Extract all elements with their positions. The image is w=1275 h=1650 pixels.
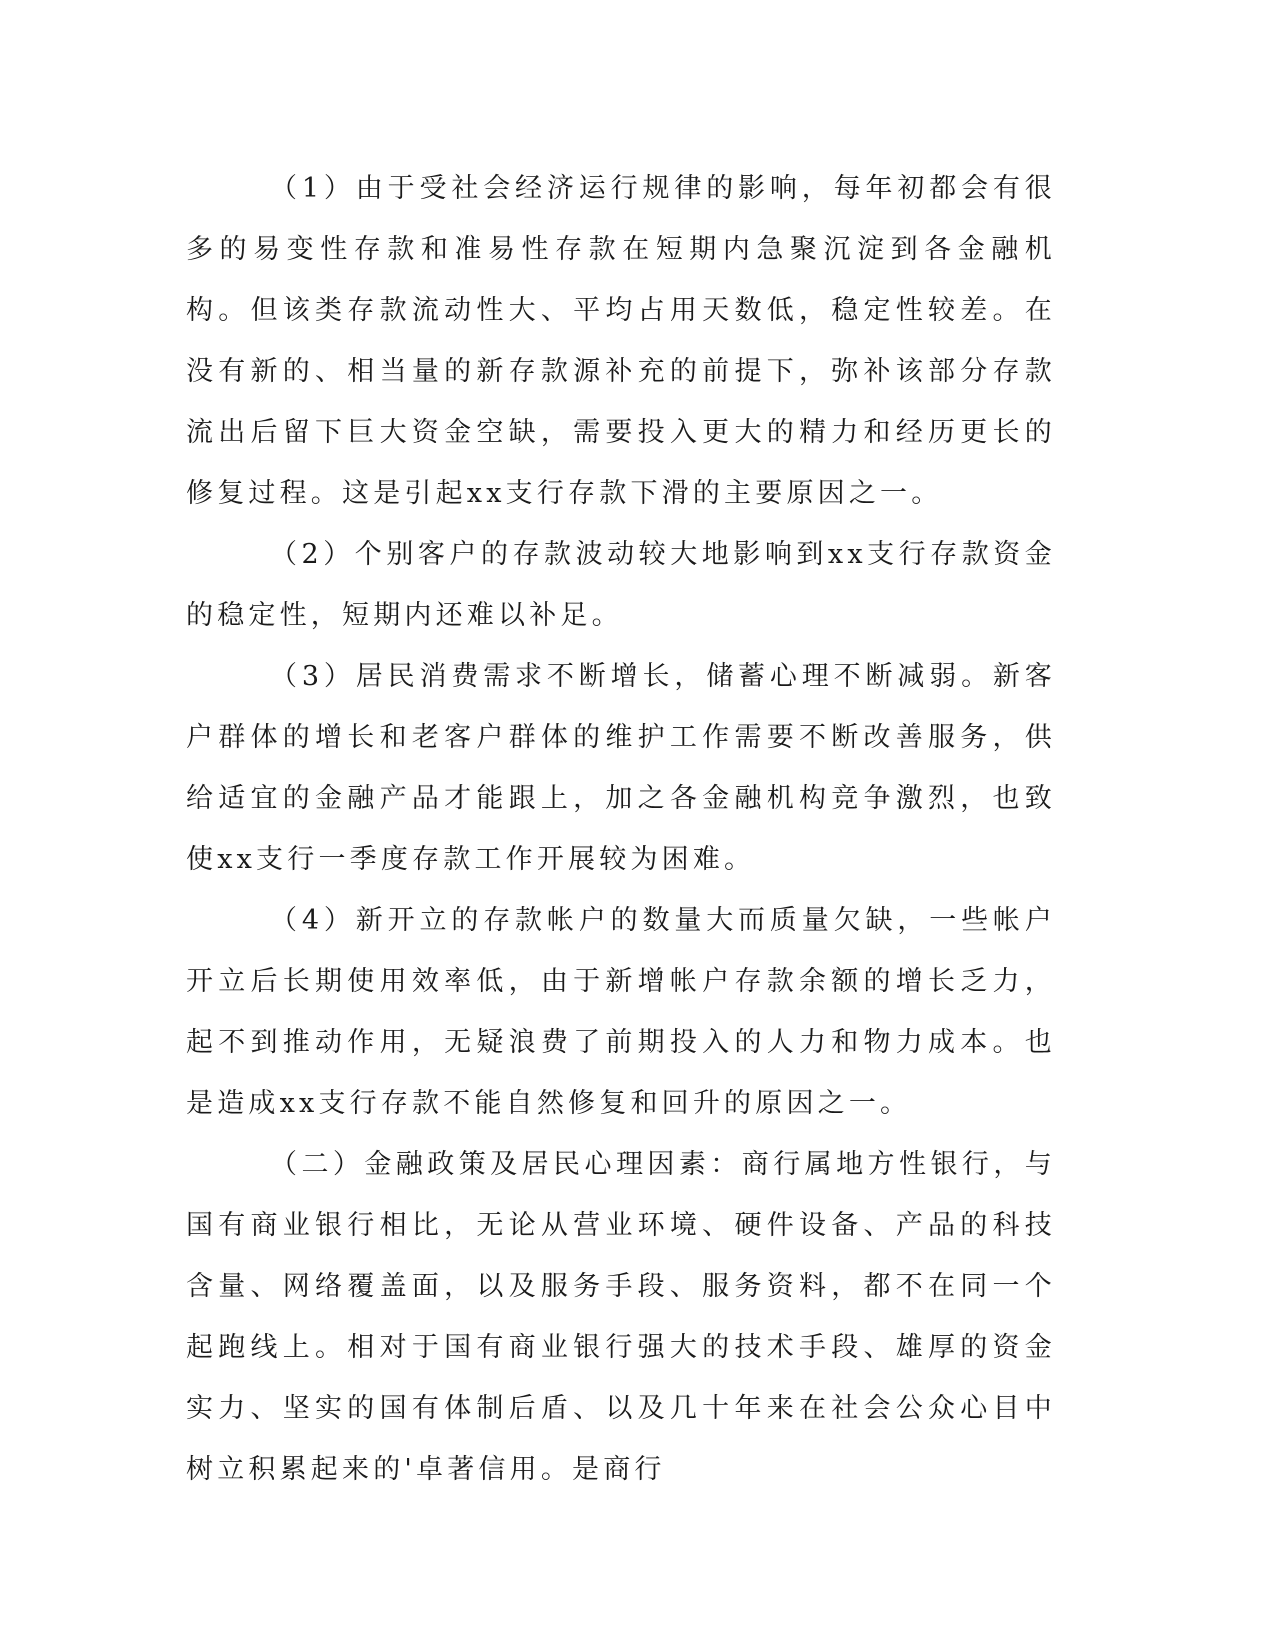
paragraph-4: （4）新开立的存款帐户的数量大而质量欠缺，一些帐户开立后长期使用效率低，由于新增帐户存款余额的增长乏力，起不到推动作用，无疑浪费了前期投入的人力和物力成本。也是造成xx支行存款不能自然修复和回升的原因之一。 — [186, 905, 1056, 1119]
paragraph-1: （1）由于受社会经济运行规律的影响，每年初都会有很多的易变性存款和准易性存款在短期内急聚沉淀到各金融机构。但该类存款流动性大、平均占用天数低，稳定性较差。在没有新的、相当量的新存款源补充的前提下，弥补该部分存款流出后留下巨大资金空缺，需要投入更大的精力和经历更长的修复过程。这是引起xx支行存款下滑的主要原因之一。 — [186, 173, 1056, 509]
document-body — [186, 158, 1056, 1500]
paragraph-2: （2）个别客户的存款波动较大地影响到xx支行存款资金的稳定性，短期内还难以补足。 — [186, 539, 1056, 631]
paragraph-3: （3）居民消费需求不断增长，储蓄心理不断减弱。新客户群体的增长和老客户群体的维护工作需要不断改善服务，供给适宜的金融产品才能跟上，加之各金融机构竞争激烈，也致使xx支行一季度存款工作开展较为困难。 — [186, 661, 1056, 875]
paragraph-5: （二）金融政策及居民心理因素：商行属地方性银行，与国有商业银行相比，无论从营业环境、硬件设备、产品的科技含量、网络覆盖面，以及服务手段、服务资料，都不在同一个起跑线上。相对于国有商业银行强大的技术手段、雄厚的资金实力、坚实的国有体制后盾、以及几十年来在社会公众心目中树立积累起来的'卓著信用。是商行 — [186, 1149, 1056, 1485]
